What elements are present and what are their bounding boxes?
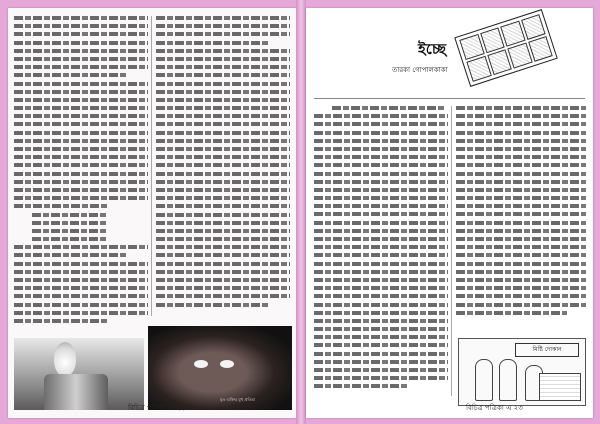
right-column-2	[456, 106, 586, 319]
left-column-1	[14, 16, 148, 327]
chocolate-bar-illustration	[454, 9, 558, 87]
story-title: ইচ্ছে	[418, 40, 447, 58]
right-page-footer: বিচিত্র পত্রিকা এ ২৩	[466, 404, 523, 412]
story-byline: তারকা গোপালকাকা	[392, 66, 448, 74]
shop-sign: মিষ্টি দোকান	[515, 343, 579, 357]
header-rule	[314, 98, 585, 99]
right-page	[306, 8, 593, 418]
left-page	[8, 8, 296, 418]
shop-scene-illustration	[458, 338, 586, 406]
left-column-2	[156, 16, 290, 311]
face-photo-caption: মৃত ব্যক্তির মুখ প্রতিমা	[220, 397, 256, 402]
page-gutter	[296, 0, 306, 424]
lamp-photo	[14, 338, 144, 410]
left-page-footer: বিচিত্র পত্রিকা এ ২২	[128, 404, 185, 412]
right-column-1	[314, 106, 448, 393]
